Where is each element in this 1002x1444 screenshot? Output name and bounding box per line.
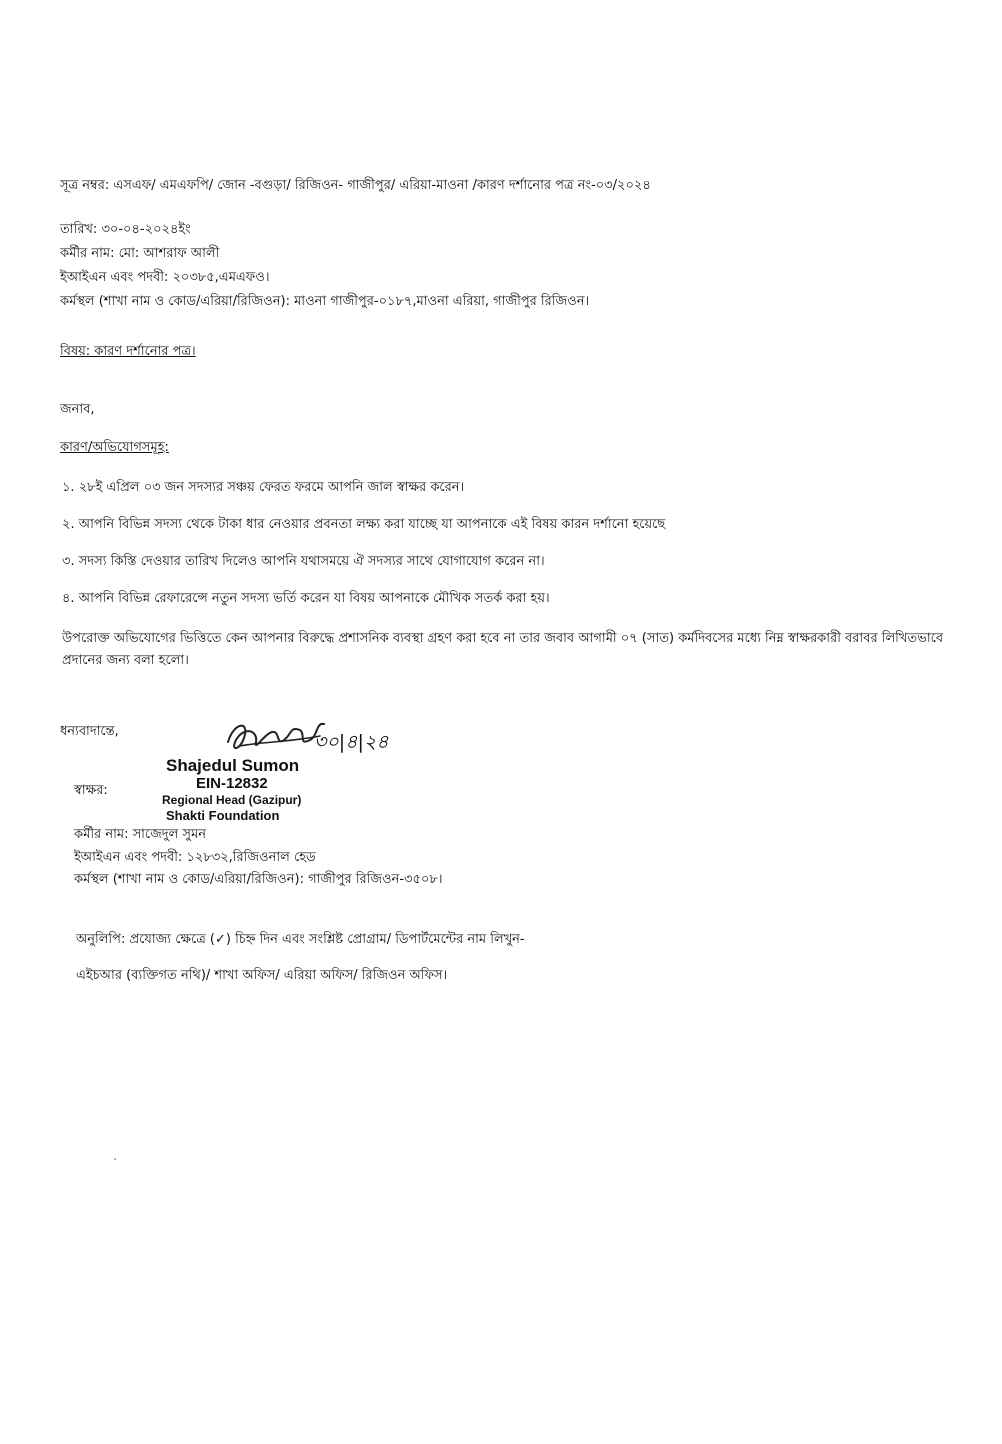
- scan-speck: [114, 1158, 116, 1160]
- allegations-heading: কারণ/অভিযোগসমূহ:: [60, 440, 169, 455]
- recipient-ein: ইআইএন এবং পদবী: ২০৩৮৫,এমএফও।: [60, 270, 270, 285]
- signature-label: স্বাক্ষর:: [74, 783, 108, 798]
- copy-targets: এইচআর (ব্যক্তিগত নথি)/ শাখা অফিস/ এরিয়া অফিস/ রিজিওন অফিস।: [76, 968, 448, 983]
- recipient-name: কর্মীর নাম: মো: আশরাফ আলী: [60, 246, 220, 261]
- letter-date: তারিখ: ৩০-০৪-২০২৪ইং: [60, 222, 191, 237]
- signer-name: কর্মীর নাম: সাজেদুল সুমন: [74, 827, 207, 842]
- reference-number: সূত্র নম্বর: এসএফ/ এমএফপি/ জোন -বগুড়া/ রিজিওন- গাজীপুর/ এরিয়া-মাওনা /কারণ দর্শানোর পত্র নং-০৩/২০২৪: [60, 178, 651, 193]
- stamp-ein: EIN-12832: [196, 775, 268, 792]
- stamp-org: Shakti Foundation: [166, 808, 280, 823]
- stamp-title: Regional Head (Gazipur): [162, 793, 302, 807]
- recipient-workplace: কর্মস্থল (শাখা নাম ও কোড/এরিয়া/রিজিওন): মাওনা গাজীপুর-০১৮৭,মাওনা এরিয়া, গাজীপুর রিজিওন।: [60, 294, 590, 309]
- allegation-item: ৪. আপনি বিভিন্ন রেফারেন্সে নতুন সদস্য ভর্তি করেন যা বিষয় আপনাকে মৌখিক সতর্ক করা হয়।: [62, 591, 550, 606]
- allegation-item: ৩. সদস্য কিস্তি দেওয়ার তারিখ দিলেও আপনি যথাসময়ে ঐ সদস্যর সাথে যোগাযোগ করেন না।: [62, 554, 545, 569]
- copy-instruction: অনুলিপি: প্রযোজ্য ক্ষেত্রে (✓) চিহ্ন দিন এবং সংশ্লিষ্ট প্রোগ্রাম/ ডিপার্টমেন্টের নাম লিখুন-: [76, 932, 525, 947]
- signature-date: ৩০|৪|২৪: [314, 731, 389, 753]
- stamp-name: Shajedul Sumon: [166, 756, 300, 775]
- signer-ein: ইআইএন এবং পদবী: ১২৮৩২,রিজিওনাল হেড: [74, 850, 316, 865]
- letter-subject: বিষয়: কারণ দর্শানোর পত্র।: [60, 344, 196, 359]
- allegation-item: ২. আপনি বিভিন্ন সদস্য থেকে টাকা ধার নেওয়ার প্রবনতা লক্ষ্য করা যাচ্ছে যা আপনাকে এই বিষয় কারন দর্শানো হয়েছে: [62, 517, 666, 532]
- body-paragraph: উপরোক্ত অভিযোগের ভিত্তিতে কেন আপনার বিরুদ্ধে প্রশাসনিক ব্যবস্থা গ্রহণ করা হবে না তার জবাব আগামী ০৭ (সাত) কর্মদিবসের মধ্যে নিম্ন স্বাক্ষরকারী বরাবর লিখিতভাবে প্রদানের জন্য বলা হলো।: [62, 631, 944, 668]
- signer-workplace: কর্মস্থল (শাখা নাম ও কোড/এরিয়া/রিজিওন): গাজীপুর রিজিওন-৩৫০৮।: [74, 872, 443, 887]
- closing: ধন্যবাদান্তে,: [60, 724, 119, 739]
- allegation-item: ১. ২৮ই এপ্রিল ০৩ জন সদস্যর সঞ্চয় ফেরত ফরমে আপনি জাল স্বাক্ষর করেন।: [62, 480, 465, 495]
- salutation: জনাব,: [60, 402, 95, 417]
